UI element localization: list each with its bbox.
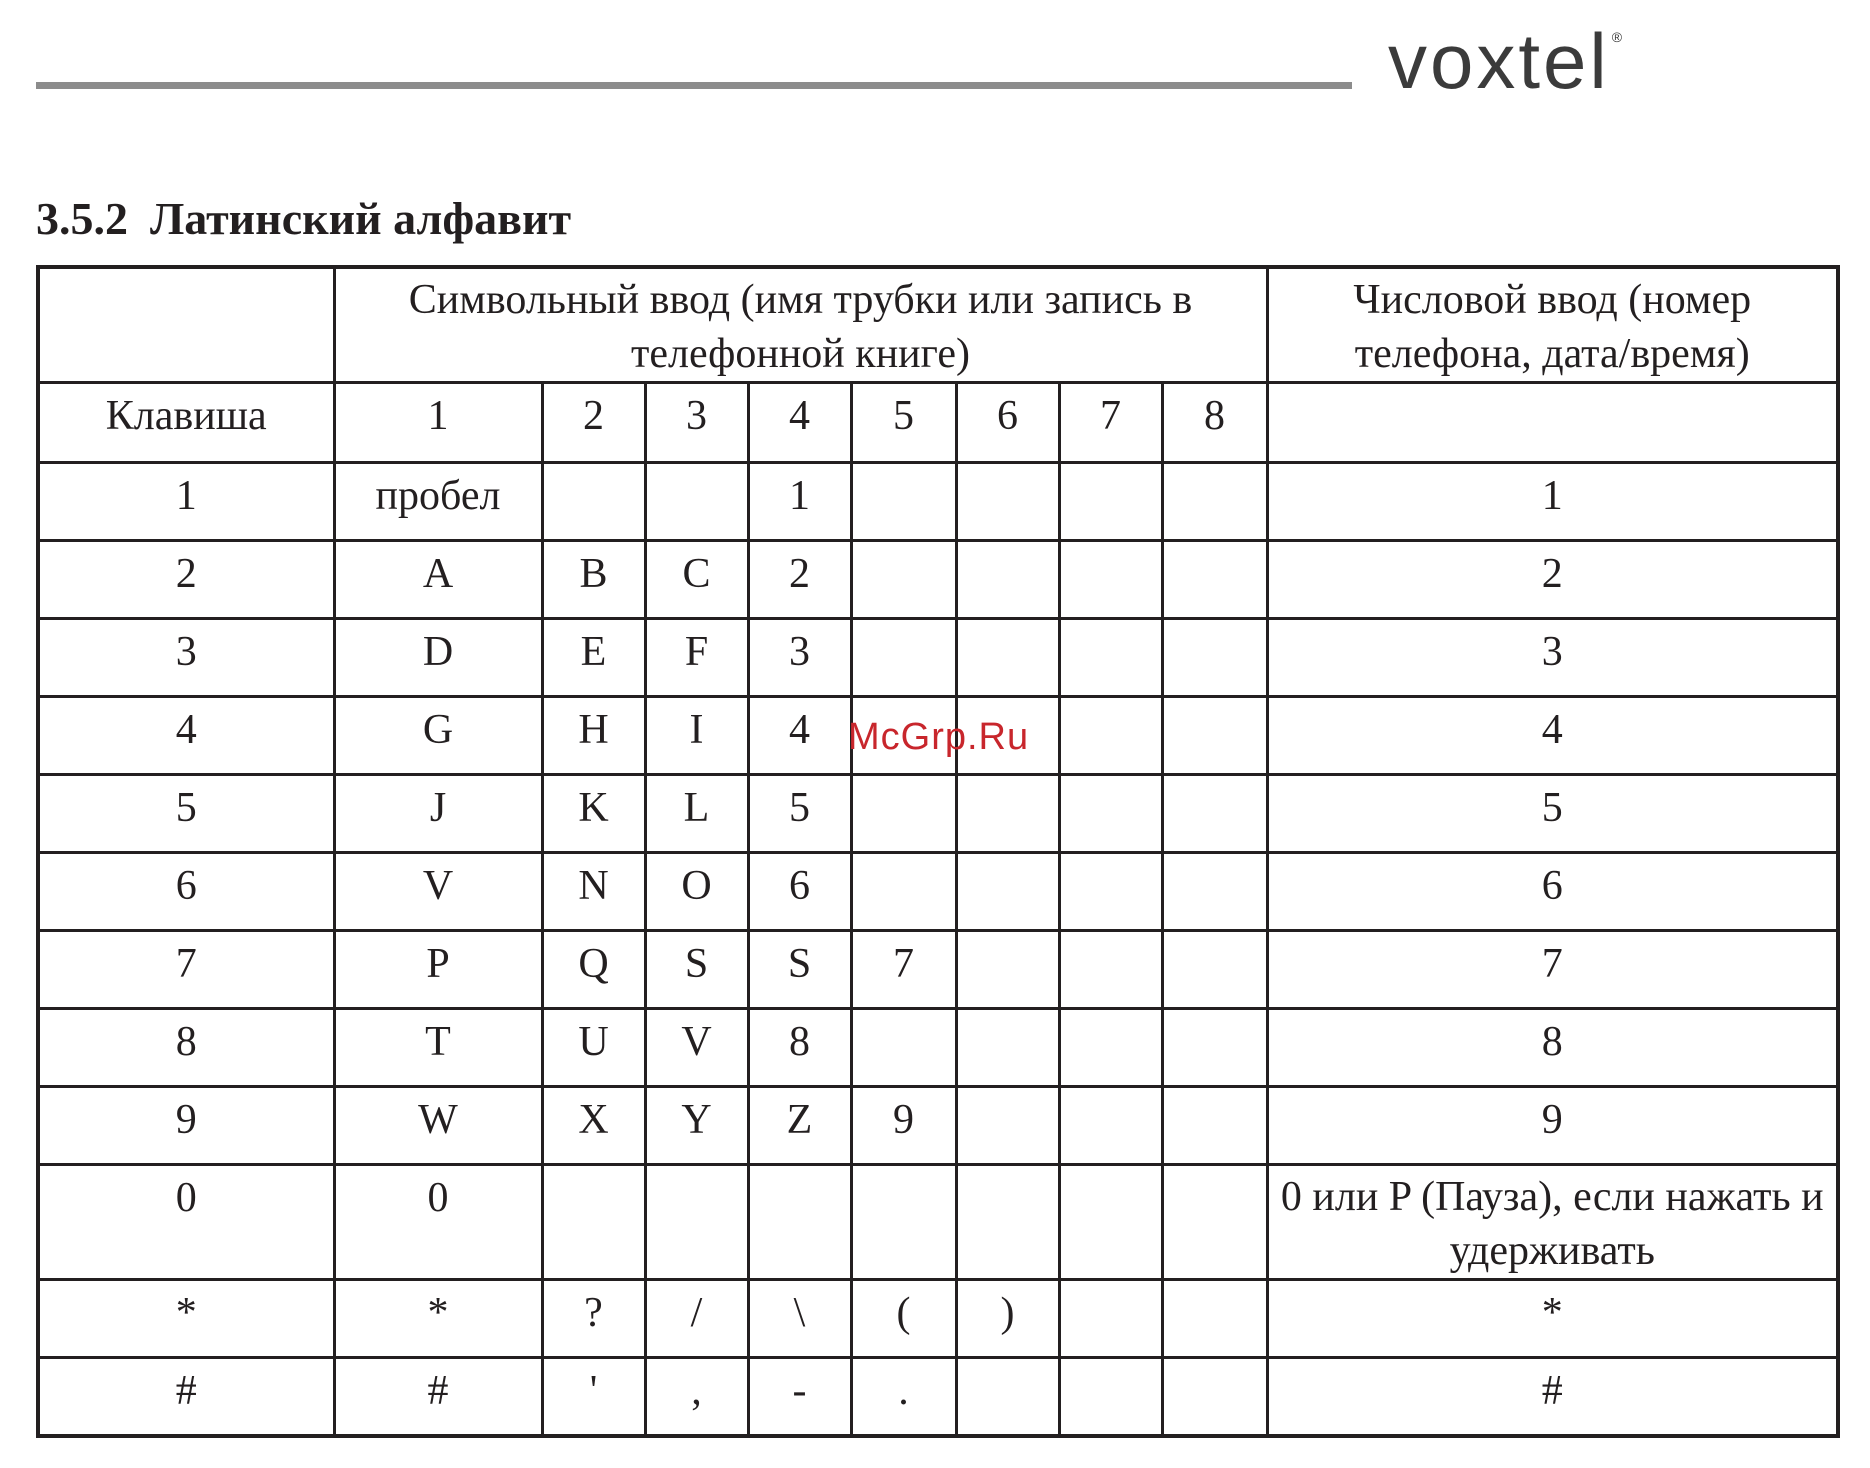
- voxtel-logo: [1388, 17, 1626, 105]
- char-cell: K: [542, 775, 645, 853]
- char-cell: H: [542, 697, 645, 775]
- char-cell: U: [542, 1009, 645, 1087]
- table-row: [38, 1165, 1838, 1280]
- table-row: [38, 1280, 1838, 1358]
- numeric-cell: 7: [1267, 931, 1838, 1009]
- char-cell: ': [542, 1358, 645, 1436]
- char-cell: [851, 619, 956, 697]
- char-cell: V: [645, 1009, 748, 1087]
- column-number-cell: 7: [1059, 383, 1162, 463]
- char-cell: [1059, 1358, 1162, 1436]
- char-cell: 0: [334, 1165, 542, 1280]
- char-cell: D: [334, 619, 542, 697]
- column-number-cell: 2: [542, 383, 645, 463]
- char-cell: L: [645, 775, 748, 853]
- numeric-input-header: Числовой ввод (номер телефона, дата/время): [1267, 267, 1838, 383]
- table-row: [38, 619, 1838, 697]
- key-cell: 9: [38, 1087, 334, 1165]
- char-cell: W: [334, 1087, 542, 1165]
- char-cell: B: [542, 541, 645, 619]
- key-cell: 1: [38, 463, 334, 541]
- key-cell: 2: [38, 541, 334, 619]
- watermark: McGrp.Ru: [848, 716, 1030, 758]
- char-cell: [851, 775, 956, 853]
- char-cell: [1059, 697, 1162, 775]
- numeric-cell: 5: [1267, 775, 1838, 853]
- char-cell: [1059, 619, 1162, 697]
- logo-text: voxtel: [1388, 17, 1610, 105]
- table-row: [38, 1358, 1838, 1436]
- numeric-cell: 1: [1267, 463, 1838, 541]
- char-cell: *: [334, 1280, 542, 1358]
- symbol-input-header: Символьный ввод (имя трубки или запись в телефонной книге): [334, 267, 1267, 383]
- char-cell: [851, 1009, 956, 1087]
- char-cell: A: [334, 541, 542, 619]
- key-cell: 7: [38, 931, 334, 1009]
- table-row: [38, 853, 1838, 931]
- char-cell: [1162, 1358, 1267, 1436]
- char-cell: [1162, 619, 1267, 697]
- key-column-header: Клавиша: [38, 383, 334, 463]
- char-cell: 2: [748, 541, 851, 619]
- latin-alphabet-table: [36, 265, 1840, 1438]
- char-cell: [1059, 1009, 1162, 1087]
- char-cell: 5: [748, 775, 851, 853]
- char-cell: F: [645, 619, 748, 697]
- column-number-cell: 1: [334, 383, 542, 463]
- char-cell: Y: [645, 1087, 748, 1165]
- char-cell: E: [542, 619, 645, 697]
- table-row: [38, 1087, 1838, 1165]
- section-number: 3.5.2: [36, 193, 128, 244]
- char-cell: [956, 853, 1059, 931]
- char-cell: [956, 931, 1059, 1009]
- column-number-cell: 8: [1162, 383, 1267, 463]
- char-cell: [956, 541, 1059, 619]
- char-cell: 3: [748, 619, 851, 697]
- char-cell: [851, 463, 956, 541]
- char-cell: X: [542, 1087, 645, 1165]
- char-cell: [956, 1087, 1059, 1165]
- column-number-cell: 6: [956, 383, 1059, 463]
- char-cell: Z: [748, 1087, 851, 1165]
- char-cell: C: [645, 541, 748, 619]
- numeric-cell: 0 или P (Пауза), если нажать и удерживать: [1267, 1165, 1838, 1280]
- char-cell: J: [334, 775, 542, 853]
- char-cell: [542, 463, 645, 541]
- header-rule: [36, 82, 1352, 89]
- column-number-cell: 4: [748, 383, 851, 463]
- numeric-cell: 3: [1267, 619, 1838, 697]
- char-cell: [1162, 1165, 1267, 1280]
- char-cell: Q: [542, 931, 645, 1009]
- char-cell: /: [645, 1280, 748, 1358]
- char-cell: [956, 1009, 1059, 1087]
- numeric-cell: 6: [1267, 853, 1838, 931]
- char-cell: [1059, 463, 1162, 541]
- char-cell: [645, 1165, 748, 1280]
- char-cell: 6: [748, 853, 851, 931]
- column-number-row: [38, 383, 1838, 463]
- char-cell: [1162, 1280, 1267, 1358]
- char-cell: ?: [542, 1280, 645, 1358]
- char-cell: [956, 1358, 1059, 1436]
- char-cell: [1059, 775, 1162, 853]
- char-cell: [1059, 853, 1162, 931]
- empty-numeric-cell: [1267, 383, 1838, 463]
- char-cell: (: [851, 1280, 956, 1358]
- table-row: [38, 775, 1838, 853]
- char-cell: [1162, 541, 1267, 619]
- char-cell: [851, 1165, 956, 1280]
- empty-header-cell: [38, 267, 334, 383]
- char-cell: P: [334, 931, 542, 1009]
- table-row: [38, 463, 1838, 541]
- char-cell: #: [334, 1358, 542, 1436]
- char-cell: [1059, 931, 1162, 1009]
- key-cell: 6: [38, 853, 334, 931]
- column-number-cell: 3: [645, 383, 748, 463]
- numeric-cell: 2: [1267, 541, 1838, 619]
- char-cell: [1059, 1087, 1162, 1165]
- char-cell: .: [851, 1358, 956, 1436]
- char-cell: [748, 1165, 851, 1280]
- char-cell: [1059, 541, 1162, 619]
- char-cell: [956, 775, 1059, 853]
- key-cell: 3: [38, 619, 334, 697]
- char-cell: 7: [851, 931, 956, 1009]
- numeric-cell: 4: [1267, 697, 1838, 775]
- char-cell: [1162, 931, 1267, 1009]
- column-number-cell: 5: [851, 383, 956, 463]
- table-row: [38, 931, 1838, 1009]
- char-cell: пробел: [334, 463, 542, 541]
- char-cell: N: [542, 853, 645, 931]
- char-cell: G: [334, 697, 542, 775]
- char-cell: [1162, 697, 1267, 775]
- char-cell: S: [748, 931, 851, 1009]
- numeric-cell: *: [1267, 1280, 1838, 1358]
- char-cell: V: [334, 853, 542, 931]
- char-cell: [851, 853, 956, 931]
- numeric-cell: 8: [1267, 1009, 1838, 1087]
- char-cell: [851, 541, 956, 619]
- section-heading: [36, 192, 571, 245]
- char-cell: 1: [748, 463, 851, 541]
- char-cell: [1059, 1280, 1162, 1358]
- key-cell: 5: [38, 775, 334, 853]
- section-title: Латинский алфавит: [150, 193, 572, 244]
- key-cell: 8: [38, 1009, 334, 1087]
- char-cell: S: [645, 931, 748, 1009]
- char-cell: [542, 1165, 645, 1280]
- key-cell: 0: [38, 1165, 334, 1280]
- char-cell: I: [645, 697, 748, 775]
- char-cell: [1162, 1009, 1267, 1087]
- key-cell: #: [38, 1358, 334, 1436]
- key-cell: *: [38, 1280, 334, 1358]
- char-cell: T: [334, 1009, 542, 1087]
- char-cell: [956, 1165, 1059, 1280]
- char-cell: [956, 619, 1059, 697]
- table-header-row: [38, 267, 1838, 383]
- char-cell: [956, 463, 1059, 541]
- char-cell: [1162, 775, 1267, 853]
- registered-mark: ®: [1611, 29, 1626, 45]
- char-cell: 8: [748, 1009, 851, 1087]
- numeric-cell: #: [1267, 1358, 1838, 1436]
- table-row: [38, 1009, 1838, 1087]
- char-cell: ,: [645, 1358, 748, 1436]
- char-cell: [645, 463, 748, 541]
- char-cell: O: [645, 853, 748, 931]
- char-cell: \: [748, 1280, 851, 1358]
- char-cell: [1059, 1165, 1162, 1280]
- key-cell: 4: [38, 697, 334, 775]
- char-cell: 4: [748, 697, 851, 775]
- char-cell: 9: [851, 1087, 956, 1165]
- char-cell: [1162, 1087, 1267, 1165]
- table-row: [38, 541, 1838, 619]
- char-cell: [1162, 463, 1267, 541]
- char-cell: ): [956, 1280, 1059, 1358]
- char-cell: [1162, 853, 1267, 931]
- char-cell: -: [748, 1358, 851, 1436]
- numeric-cell: 9: [1267, 1087, 1838, 1165]
